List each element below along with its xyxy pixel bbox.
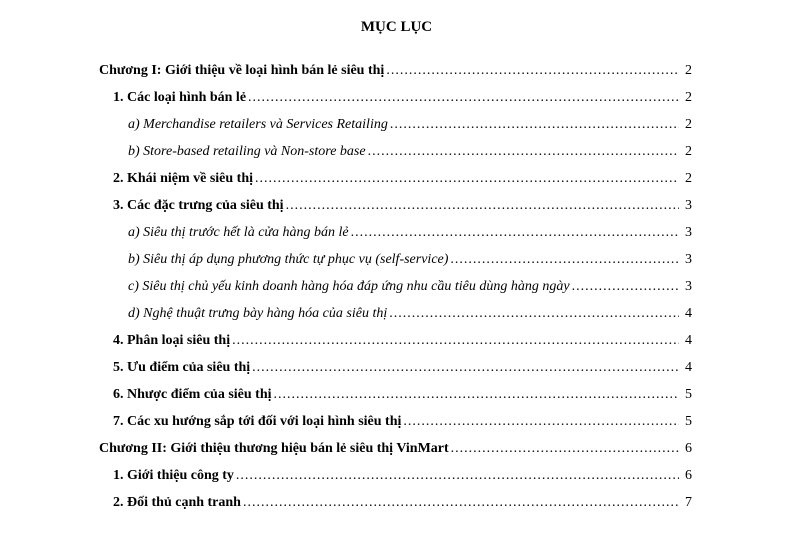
toc-dot-leader <box>451 440 679 458</box>
toc-entry[interactable] <box>113 85 692 107</box>
toc-entry-label: 4. Phân loại siêu thị <box>113 333 231 348</box>
toc-entry-label: c) Siêu thị chủ yếu kinh doanh hàng hóa đáp ứng nhu cầu tiêu dùng hàng ngày <box>128 279 570 294</box>
toc-dot-leader <box>368 143 679 161</box>
toc-dot-leader <box>450 251 679 269</box>
toc-entry-page: 4 <box>685 360 692 375</box>
toc-entry[interactable] <box>113 409 692 431</box>
toc-entry[interactable] <box>113 490 692 512</box>
toc-dot-leader <box>390 116 679 134</box>
toc-entry-page: 2 <box>685 63 692 78</box>
toc-entry[interactable] <box>128 139 692 161</box>
toc-entry[interactable] <box>113 463 692 485</box>
toc-entry-page: 5 <box>685 387 692 402</box>
toc-entry-page: 2 <box>685 90 692 105</box>
toc-entry[interactable] <box>113 382 692 404</box>
toc-entry[interactable] <box>99 58 692 80</box>
toc-dot-leader <box>386 62 679 80</box>
toc-entry-page: 2 <box>685 144 692 159</box>
toc-entry-page: 2 <box>685 117 692 132</box>
toc-entry-label: 6. Nhược điểm của siêu thị <box>113 387 272 402</box>
toc-dot-leader <box>389 305 679 323</box>
toc-entry[interactable] <box>113 166 692 188</box>
toc-dot-leader <box>243 494 679 512</box>
toc-entry-label: b) Store-based retailing và Non-store base <box>128 144 366 159</box>
toc-entry-label: a) Merchandise retailers và Services Retailing <box>128 117 388 132</box>
toc-entry-label: d) Nghệ thuật trưng bày hàng hóa của siêu thị <box>128 306 388 321</box>
toc-entry-label: 2. Đối thủ cạnh tranh <box>113 495 241 510</box>
toc-entry-label: Chương II: Giới thiệu thương hiệu bán lẻ siêu thị VinMart <box>99 441 449 456</box>
toc-entry[interactable] <box>128 301 692 323</box>
toc-entry-label: 5. Ưu điểm của siêu thị <box>113 360 251 375</box>
toc-entry[interactable] <box>99 436 692 458</box>
toc-dot-leader <box>286 197 679 215</box>
toc-entry[interactable] <box>128 247 692 269</box>
toc-entry[interactable] <box>128 274 692 296</box>
toc-entry-page: 4 <box>685 306 692 321</box>
toc-dot-leader <box>274 386 680 404</box>
toc-entry[interactable] <box>128 112 692 134</box>
toc-dot-leader <box>255 170 679 188</box>
toc-entry-page: 3 <box>685 252 692 267</box>
toc-entry-page: 4 <box>685 333 692 348</box>
toc-entry-page: 3 <box>685 198 692 213</box>
page-title: MỤC LỤC <box>360 19 433 35</box>
toc-dot-leader <box>403 413 679 431</box>
toc-entry-page: 6 <box>685 441 692 456</box>
toc-dot-leader <box>572 278 679 296</box>
toc-entry[interactable] <box>113 355 692 377</box>
toc-entry-page: 7 <box>685 495 692 510</box>
toc-entry-label: 7. Các xu hướng sắp tới đối với loại hình siêu thị <box>113 414 402 429</box>
toc-entry-label: a) Siêu thị trước hết là cửa hàng bán lẻ <box>128 225 349 240</box>
toc-entry-page: 2 <box>685 171 692 186</box>
toc-entry-label: 1. Các loại hình bán lẻ <box>113 90 247 105</box>
toc-entry-label: 1. Giới thiệu công ty <box>113 468 234 483</box>
toc-entry[interactable] <box>113 193 692 215</box>
toc-dot-leader <box>236 467 679 485</box>
toc-dot-leader <box>351 224 679 242</box>
toc-entry[interactable] <box>128 220 692 242</box>
toc-dot-leader <box>252 359 679 377</box>
toc-dot-leader <box>232 332 679 350</box>
toc-entry-label: b) Siêu thị áp dụng phương thức tự phục vụ (self-service) <box>128 252 449 267</box>
toc-entry-label: Chương I: Giới thiệu về loại hình bán lẻ siêu thị <box>99 63 385 78</box>
toc-entry-page: 6 <box>685 468 692 483</box>
toc-entry-label: 3. Các đặc trưng của siêu thị <box>113 198 284 213</box>
toc-dot-leader <box>248 89 679 107</box>
toc-entry-label: 2. Khái niệm về siêu thị <box>113 171 254 186</box>
toc-entry[interactable] <box>113 328 692 350</box>
toc-entry-page: 5 <box>685 414 692 429</box>
toc-entry-page: 3 <box>685 279 692 294</box>
toc-entry-page: 3 <box>685 225 692 240</box>
